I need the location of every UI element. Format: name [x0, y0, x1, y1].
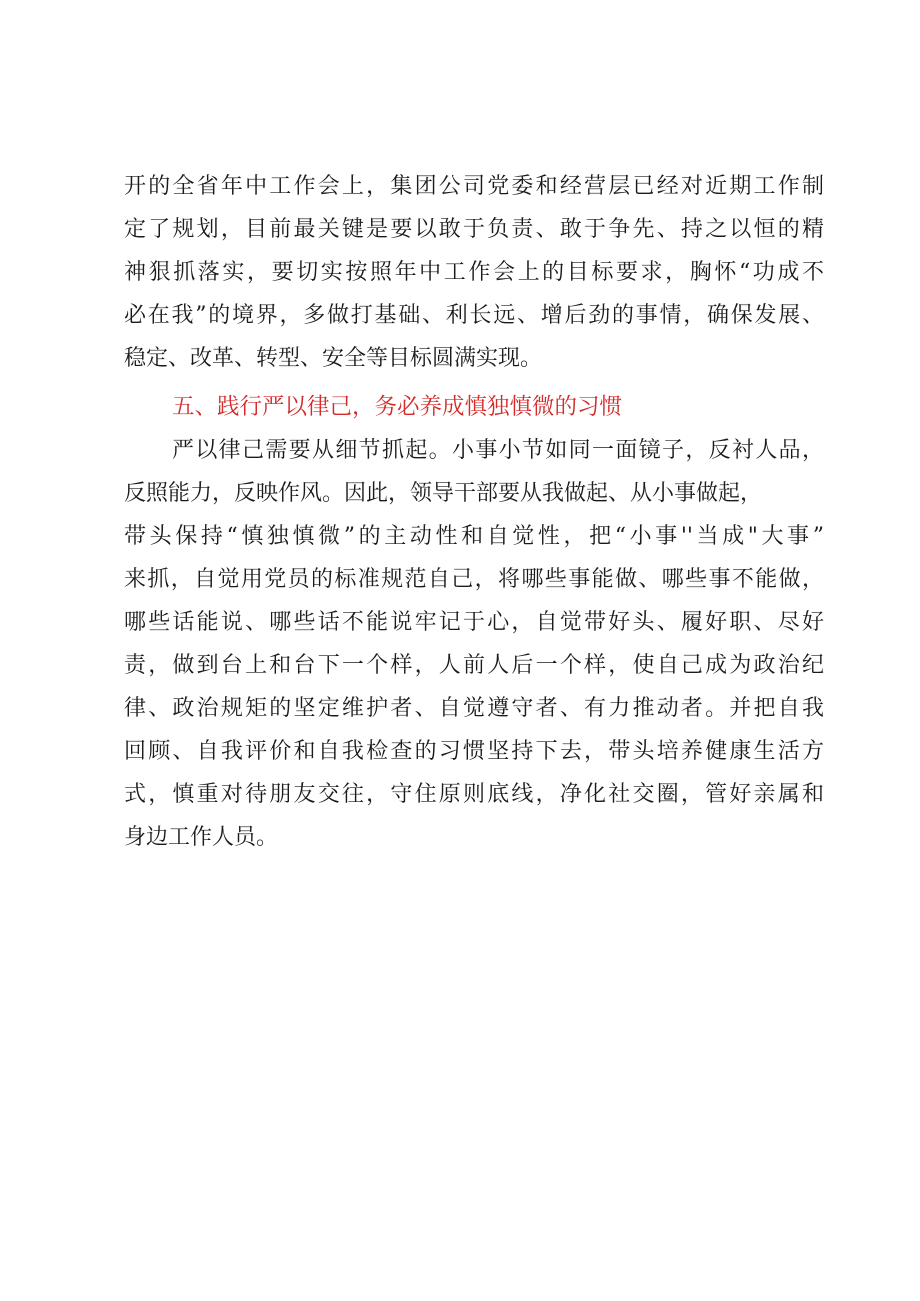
paragraph-2-line-6: 责，做到台上和台下一个样，人前人后一个样，使自己成为政治纪: [124, 653, 824, 678]
paragraph-2-line-4: 来抓，自觉用党员的标准规范自己，将哪些事能做、哪些事不能做，: [124, 567, 824, 592]
paragraph-2-line-2: 反照能力，反映作风。因此，领导干部要从我做起、从小事做起，: [124, 481, 763, 506]
paragraph-2-line-5: 哪些话能说、哪些话不能说牢记于心，自觉带好头、履好职、尽好: [124, 610, 824, 635]
paragraph-2-line-3: 带头保持“慎独慎微”的主动性和自觉性，把“小事''当成"大事”: [124, 524, 824, 549]
paragraph-1-line-3: 神狠抓落实，要切实按照年中工作会上的目标要求，胸怀“功成不: [124, 260, 824, 285]
paragraph-2-line-1: 严以律己需要从细节抓起。小事小节如同一面镜子，反衬人品，: [172, 438, 824, 463]
paragraph-2-line-10: 身边工作人员。: [124, 825, 279, 850]
paragraph-1-line-1: 开的全省年中工作会上，集团公司党委和经营层已经对近期工作制: [124, 174, 824, 199]
section-heading: 五、践行严以律己，务必养成慎独慎微的习惯: [172, 394, 623, 420]
paragraph-2-line-8: 回顾、自我评价和自我检查的习惯坚持下去，带头培养健康生活方: [124, 739, 824, 764]
paragraph-1-line-4: 必在我”的境界，多做打基础、利长远、增后劲的事情，确保发展、: [124, 303, 824, 328]
paragraph-1-line-2: 定了规划，目前最关键是要以敢于负责、敢于争先、持之以恒的精: [124, 217, 824, 242]
paragraph-2-line-9: 式，慎重对待朋友交往，守住原则底线，净化社交圈，管好亲属和: [124, 782, 824, 807]
paragraph-2-line-7: 律、政治规矩的坚定维护者、自觉遵守者、有力推动者。并把自我: [124, 696, 824, 721]
paragraph-1-line-5: 稳定、改革、转型、安全等目标圆满实现。: [124, 346, 543, 371]
